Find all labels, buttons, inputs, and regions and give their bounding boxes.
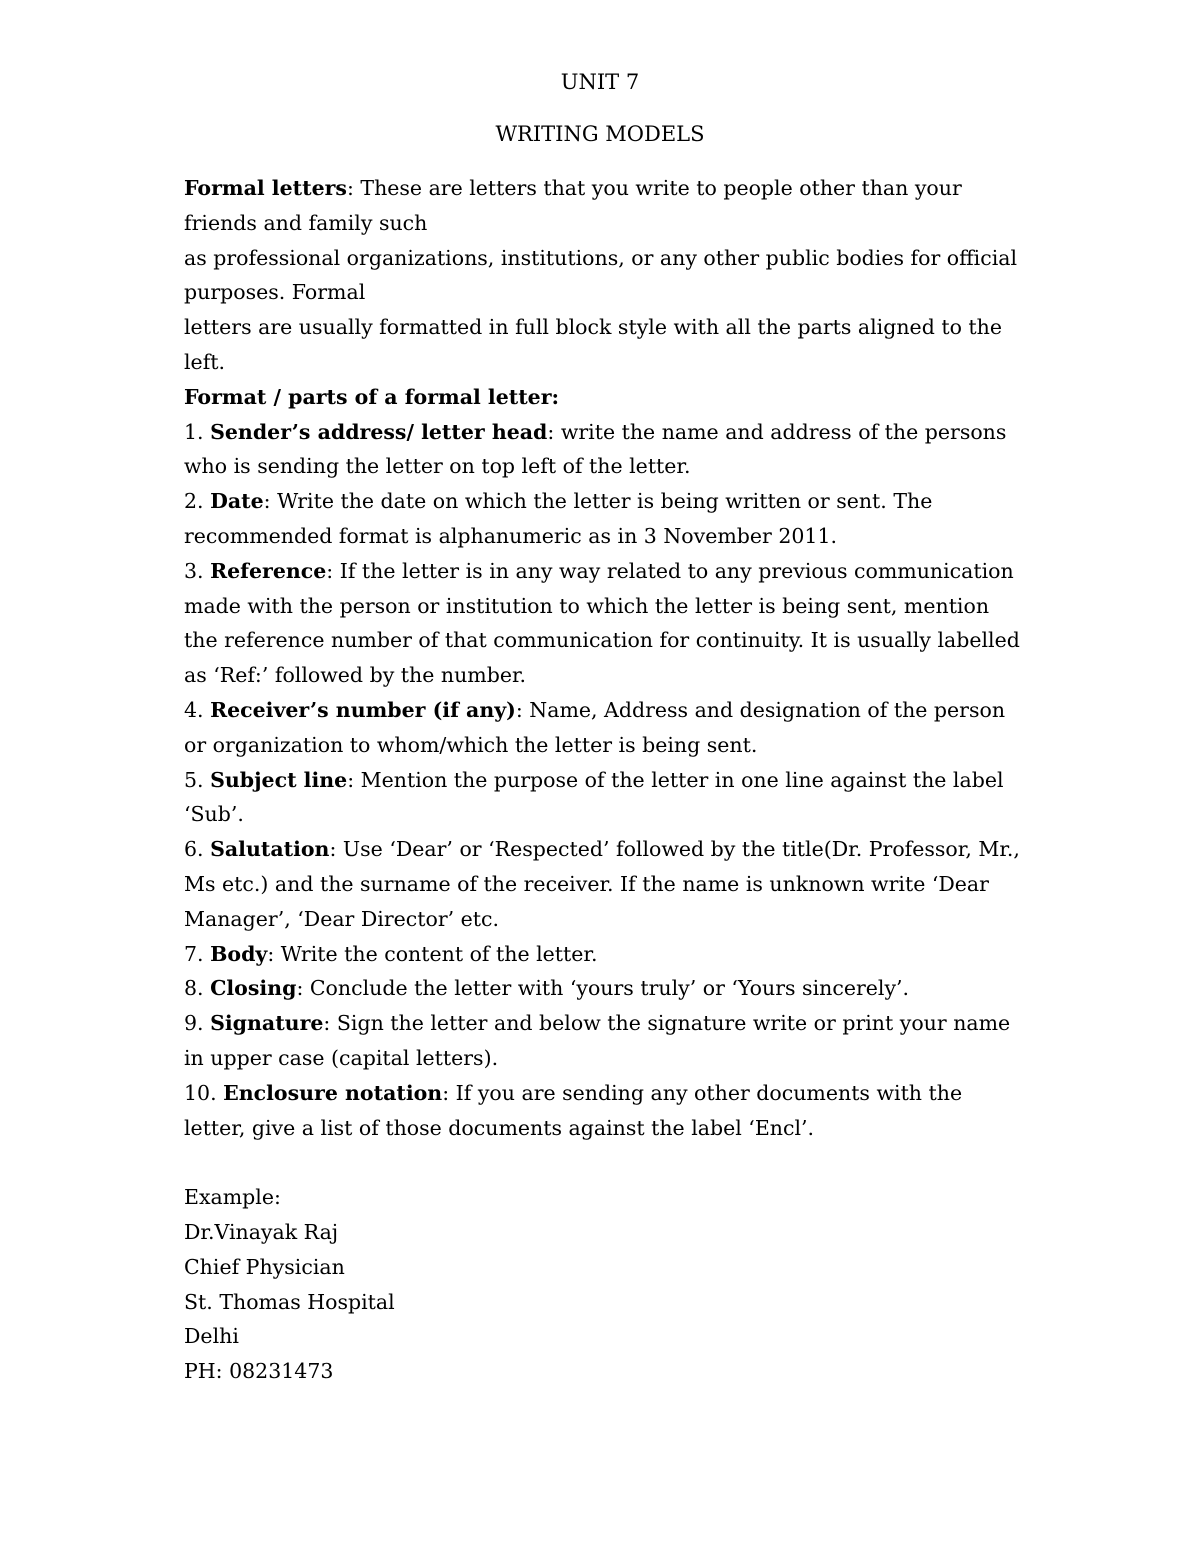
list-item-number: 6. bbox=[184, 837, 211, 862]
list-item-description: : If the letter is in any way related to any previous communication made with the person or institution to which the letter is being sent, mention the reference number of that communication for continuity. It is usually labelled as ‘Ref:’ followed by the number. bbox=[184, 558, 1020, 688]
paragraph-gap bbox=[184, 1145, 1024, 1180]
list-item-number: 8. bbox=[184, 976, 211, 1001]
list-item-number: 5. bbox=[184, 767, 211, 792]
list-item bbox=[184, 763, 1024, 833]
list-item-description: : Use ‘Dear’ or ‘Respected’ followed by the title(Dr. Professor, Mr., Ms etc.) and the surname of the receiver. If the name is unknown write ‘Dear Manager’, ‘Dear Director’ etc. bbox=[184, 837, 1020, 931]
list-item bbox=[184, 1006, 1024, 1076]
list-item-number: 9. bbox=[184, 1011, 211, 1036]
list-item-term: Subject line bbox=[210, 767, 348, 792]
example-line: Chief Physician bbox=[184, 1254, 345, 1279]
list-item-term: Salutation bbox=[210, 837, 330, 862]
list-item-term: Signature bbox=[210, 1011, 324, 1036]
list-item bbox=[184, 554, 1024, 693]
list-item-number: 7. bbox=[184, 941, 211, 966]
list-item bbox=[184, 693, 1024, 763]
list-item bbox=[184, 484, 1024, 554]
list-item bbox=[184, 937, 1024, 972]
list-item-description: : Name, Address and designation of the person or organization to whom/which the letter is being sent. bbox=[184, 697, 1006, 757]
list-item bbox=[184, 971, 1024, 1006]
list-item-term: Body bbox=[210, 941, 268, 966]
list-item-description: : Sign the letter and below the signature write or print your name in upper case (capital letters). bbox=[184, 1011, 1011, 1070]
example-line: St. Thomas Hospital bbox=[184, 1289, 395, 1314]
list-item-description: : Conclude the letter with ‘yours truly’ or ‘Yours sincerely’. bbox=[296, 976, 910, 1001]
intro-term: Formal letters bbox=[184, 176, 347, 200]
example-line: PH: 08231473 bbox=[184, 1359, 334, 1384]
format-heading: Format / parts of a formal letter: bbox=[184, 384, 560, 409]
example-label: Example: bbox=[184, 1185, 281, 1210]
example-line: Delhi bbox=[184, 1324, 239, 1349]
list-item bbox=[184, 832, 1024, 936]
list-item-description: : write the name and address of the persons who is sending the letter on top left of the letter. bbox=[184, 419, 1007, 479]
list-item bbox=[184, 1076, 1024, 1146]
document-body bbox=[184, 171, 1024, 1389]
list-item bbox=[184, 415, 1024, 485]
list-item-number: 3. bbox=[184, 558, 211, 583]
intro-line-1 bbox=[184, 171, 1024, 241]
list-item-number: 4. bbox=[184, 697, 211, 722]
section-title: WRITING MODELS bbox=[495, 122, 705, 146]
list-item-term: Enclosure notation bbox=[223, 1080, 443, 1105]
example-line: Dr.Vinayak Raj bbox=[184, 1219, 339, 1244]
list-item-term: Reference bbox=[210, 558, 327, 583]
intro-text-1: : These are letters that you write to people other than your friends and family such bbox=[184, 176, 962, 235]
list-item-description: : Write the content of the letter. bbox=[267, 941, 598, 966]
list-item-term: Receiver’s number (if any) bbox=[210, 697, 516, 722]
list-item-description: : If you are sending any other documents with the letter, give a list of those documents against the label ‘Encl’. bbox=[184, 1080, 963, 1140]
list-item-term: Closing bbox=[210, 976, 297, 1001]
intro-line-3: letters are usually formatted in full block style with all the parts aligned to the left. bbox=[184, 315, 1002, 374]
unit-title: UNIT 7 bbox=[560, 70, 640, 94]
list-item-term: Sender’s address/ letter head bbox=[210, 419, 548, 444]
list-item-number: 2. bbox=[184, 489, 211, 514]
intro-line-2: as professional organizations, institutions, or any other public bodies for official purposes. Formal bbox=[184, 245, 1018, 305]
list-item-number: 1. bbox=[184, 419, 211, 444]
list-item-number: 10. bbox=[184, 1080, 224, 1105]
list-item-description: : Mention the purpose of the letter in one line against the label ‘Sub’. bbox=[184, 767, 1004, 827]
list-item-description: : Write the date on which the letter is being written or sent. The recommended format is alphanumeric as in 3 November 2011. bbox=[184, 489, 933, 548]
list-item-term: Date bbox=[210, 489, 264, 514]
